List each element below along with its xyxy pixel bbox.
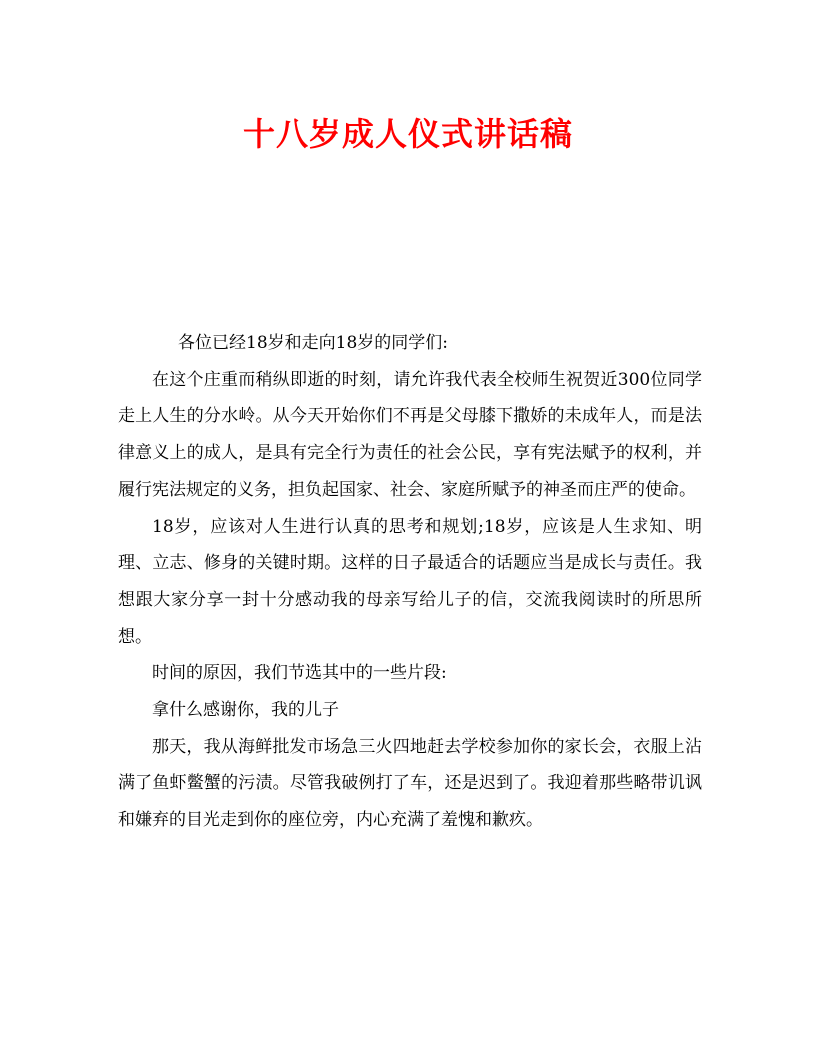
body-paragraph: 时间的原因，我们节选其中的一些片段:: [152, 663, 447, 684]
document-body: [118, 325, 702, 839]
salutation-paragraph: 各位已经18岁和走向18岁的同学们:: [178, 333, 448, 353]
body-paragraph: 18岁，应该对人生进行认真的思考和规划;18岁，应该是人生求知、明理、立志、修身的关键时期。这样的日子最适合的话题应当是成长与责任。我想跟大家分享一封十分感动我的母亲写给儿子的信，交流我阅读时的所思所想。: [118, 516, 702, 647]
body-paragraph: 那天，我从海鲜批发市场急三火四地赶去学校参加你的家长会，衣服上沾满了鱼虾鳖蟹的污渍。尽管我破例打了车，还是迟到了。我迎着那些略带讥讽和嫌弃的目光走到你的座位旁，内心充满了羞愧和歉疚。: [118, 736, 702, 831]
letter-heading-paragraph: 拿什么感谢你，我的儿子: [152, 700, 339, 721]
body-paragraph: 在这个庄重而稍纵即逝的时刻，请允许我代表全校师生祝贺近300位同学走上人生的分水岭。从今天开始你们不再是父母膝下撒娇的未成年人，而是法律意义上的成人，是具有完全行为责任的社会公民，享有宪法赋予的权利，并履行宪法规定的义务，担负起国家、社会、家庭所赋予的神圣而庄严的使命。: [118, 369, 702, 500]
document-title: 十八岁成人仪式讲话稿: [242, 115, 573, 153]
